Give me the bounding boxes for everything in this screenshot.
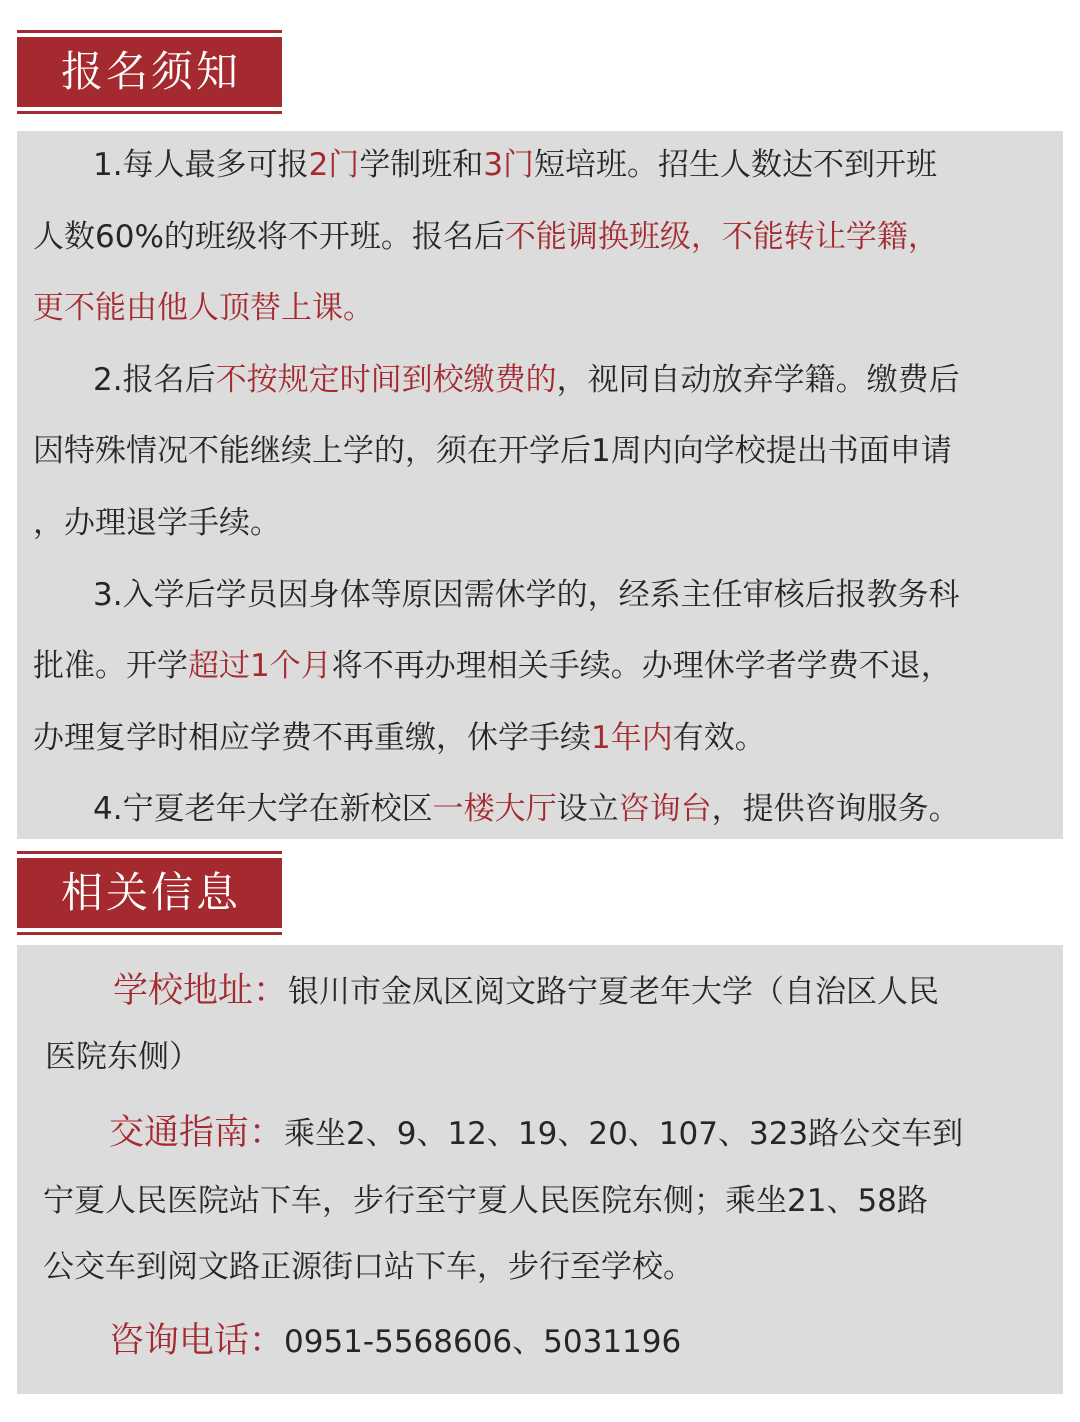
notice-text: 1.每人最多可报 (93, 147, 309, 183)
header-rule-top (17, 851, 282, 854)
notice-text: ，办理退学手续。 (33, 505, 281, 541)
notice-highlight: 超过1个月 (188, 648, 332, 684)
notice-highlight: 2门 (308, 147, 360, 183)
transport-text: 公交车到阅文路正源街口站下车，步行至学校。 (43, 1249, 694, 1285)
notice-text: ，视同自动放弃学籍。缴费后 (556, 362, 960, 398)
address-line-1 (113, 971, 939, 1012)
header-rule-bottom (17, 111, 282, 114)
transport-line-1 (109, 1113, 963, 1154)
notice-line-9 (33, 718, 766, 758)
notice-text: 2.报名后 (93, 362, 216, 398)
notice-line-7 (93, 575, 960, 615)
address-text: 医院东侧） (45, 1039, 200, 1075)
info-section-title: 相关信息 (17, 858, 282, 928)
header-rule-bottom (17, 932, 282, 935)
notice-highlight: 更不能由他人顶替上课。 (33, 290, 374, 326)
notice-line-1 (93, 145, 937, 185)
notice-highlight: 不能调换班级，不能转让学籍， (504, 219, 939, 255)
notice-line-10 (93, 789, 960, 829)
notice-section-header (17, 30, 282, 114)
notice-text: 批准。开学 (33, 648, 188, 684)
notice-highlight: 不按规定时间到校缴费的 (215, 362, 557, 398)
notice-text: 3.入学后学员因身体等原因需休学的，经系主任审核后报教务科 (93, 577, 960, 613)
notice-line-6 (33, 503, 281, 543)
notice-text: 因特殊情况不能继续上学的，须在开学后1周内向学校提出书面申请 (33, 433, 952, 469)
header-rule-top (17, 30, 282, 33)
address-line-2 (45, 1037, 200, 1077)
notice-text: ，提供咨询服务。 (711, 791, 960, 827)
notice-section-title: 报名须知 (17, 37, 282, 107)
phone-line (109, 1321, 681, 1362)
notice-text: 有效。 (672, 720, 766, 756)
notice-highlight: 3门 (483, 147, 535, 183)
notice-line-4 (93, 360, 960, 400)
notice-highlight: 咨询台 (618, 791, 712, 827)
notice-line-8 (33, 646, 952, 686)
address-label: 学校地址： (113, 971, 289, 1011)
notice-text: 4.宁夏老年大学在新校区 (93, 791, 433, 827)
notice-text: 短培班。招生人数达不到开班 (534, 147, 938, 183)
notice-text: 学制班和 (359, 147, 484, 183)
transport-text: 宁夏人民医院站下车，步行至宁夏人民医院东侧；乘坐21、58路 (43, 1183, 928, 1219)
phone-label: 咨询电话： (109, 1321, 285, 1361)
notice-text: 设立 (556, 791, 619, 827)
notice-text: 将不再办理相关手续。办理休学者学费不退， (331, 648, 952, 684)
notice-text: 办理复学时相应学费不再重缴，休学手续 (33, 720, 591, 756)
notice-line-2 (33, 217, 939, 257)
notice-panel (17, 131, 1063, 839)
transport-line-2 (43, 1181, 928, 1221)
transport-line-3 (43, 1247, 694, 1287)
notice-highlight: 一楼大厅 (432, 791, 557, 827)
info-panel (17, 945, 1063, 1394)
phone-number: 0951-5568606、5031196 (284, 1324, 682, 1360)
notice-line-5 (33, 431, 952, 471)
transport-label: 交通指南： (109, 1113, 285, 1153)
notice-text: 人数60%的班级将不开班。报名后 (33, 219, 505, 255)
info-section-header (17, 851, 282, 935)
notice-line-3 (33, 288, 374, 328)
transport-text: 乘坐2、9、12、19、20、107、323路公交车到 (284, 1116, 964, 1152)
address-text: 银川市金凤区阅文路宁夏老年大学（自治区人民 (288, 974, 940, 1010)
notice-highlight: 1年内 (591, 720, 673, 756)
